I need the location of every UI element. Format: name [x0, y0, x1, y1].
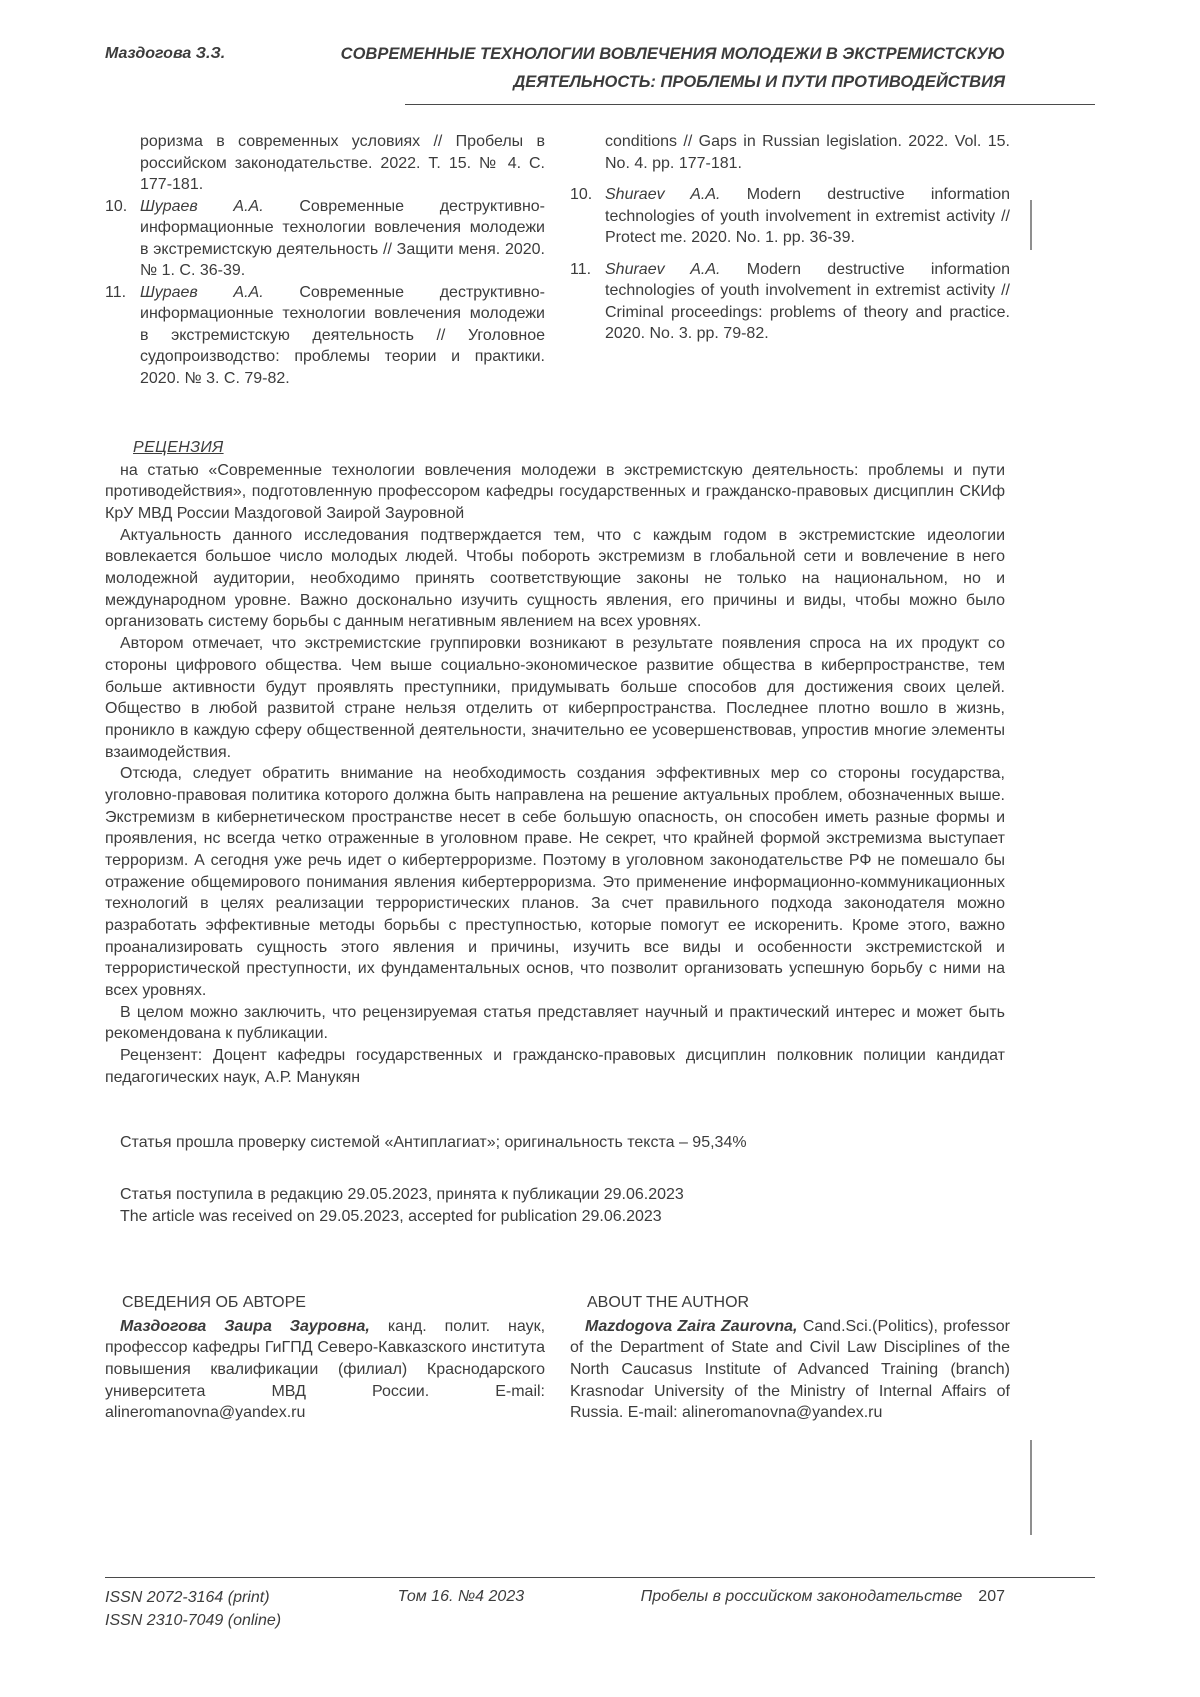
reference-item: [105, 131, 545, 196]
reference-author: Шураев А.А.: [140, 197, 264, 215]
review-paragraph: Актуальность данного исследования подтверждается тем, что с каждым годом в экстремистские идеологии вовлекается большое число молодых людей. Чтобы побороть экстремизм в глобальной сети и вовлечение в него молодежной аудитории, необходимо принять соответствующие законы не только на национальном, но и международном уровне. Важно досконально изучить сущность явления, его причины и виды, чтобы можно было организовать систему борьбы с данным негативным явлением на всех уровнях.: [105, 526, 1005, 631]
reference-text: Современные деструктивно-информационные технологии вовлечения молодежи в экстремистскую деятельность // Уголовное судопроизводство: проблемы теории и практики. 2020. № 3. С. 79-82.: [140, 283, 546, 387]
header-rule: [405, 104, 1095, 105]
reference-text: Modern destructive information technologies of youth involvement in extremist activity // Criminal proceedings: problems of theory and practice. 2020. No. 3. pp. 79-82.: [605, 260, 1010, 343]
page-number: 207: [978, 1588, 1005, 1605]
reference-text: conditions // Gaps in Russian legislation. 2022. Vol. 15. No. 4. pp. 177-181.: [605, 133, 1010, 172]
running-head-author: Маздогова З.З.: [105, 45, 226, 62]
about-author-ru-column: [105, 1292, 545, 1424]
reference-number: 11.: [570, 260, 592, 278]
footer-right-group: [641, 1586, 1005, 1608]
running-head-title-line-1: СОВРЕМЕННЫЕ ТЕХНОЛОГИИ ВОВЛЕЧЕНИЯ МОЛОДЕЖИ В ЭКСТРЕМИСТСКУЮ: [340, 45, 1005, 63]
received-date-en: The article was received on 29.05.2023, accepted for publication 29.06.2023: [120, 1207, 662, 1225]
reference-number: 11.: [105, 283, 127, 301]
references-left-column: [105, 131, 545, 389]
references-section: [105, 131, 1010, 389]
about-author-en-column: [570, 1292, 1010, 1424]
review-paragraph: на статью «Современные технологии вовлечения молодежи в экстремистскую деятельность: проблемы и пути противодействия», подготовленную профессором кафедры государственных и гражданско-правовых дисциплин СКИф КрУ МВД России Маздоговой Заирой Зауровной: [105, 461, 1005, 523]
author-name-ru: Маздогова Заира Зауровна,: [120, 1317, 370, 1335]
running-head-title-line-2: ДЕЯТЕЛЬНОСТЬ: ПРОБЛЕМЫ И ПУТИ ПРОТИВОДЕЙСТВИЯ: [513, 73, 1005, 91]
author-bio-ru: канд. полит. наук, профессор кафедры ГиГПД Северо-Кавказского института повышения квалификации (филиал) Краснодарского университета МВД России. E-mail: alineromanovna@yandex.ru: [105, 1317, 546, 1422]
page-footer: [105, 1577, 1095, 1632]
reference-item: [570, 184, 1010, 249]
review-paragraph: В целом можно заключить, что рецензируемая статья представляет научный и практический интерес и может быть рекомендована к публикации.: [105, 1003, 1005, 1043]
reference-author: Shuraev A.A.: [605, 186, 721, 204]
running-head-title: [225, 40, 1095, 96]
issn-online: ISSN 2310-7049 (online): [105, 1612, 282, 1630]
reference-item: [570, 259, 1010, 345]
right-margin-rule-top: [1030, 200, 1032, 250]
about-author-section: [105, 1292, 1010, 1424]
reference-item: [105, 282, 545, 390]
author-bio-en: Cand.Sci.(Politics), professor of the Department of State and Civil Law Disciplines of the North Caucasus Institute of Advanced Training (branch) Krasnodar University of the Ministry of Internal Affairs of Russia. E-mail: alineromanovna@yandex.ru: [570, 1317, 1010, 1422]
volume-issue: Том 16. №4 2023: [397, 1588, 525, 1605]
received-dates: [105, 1184, 1005, 1228]
author-name-en: Mazdogova Zaira Zaurovna,: [585, 1317, 798, 1335]
page-header: [105, 40, 1095, 96]
about-author-ru-heading: СВЕДЕНИЯ ОБ АВТОРЕ: [122, 1294, 306, 1312]
about-author-ru-text: [105, 1316, 545, 1424]
reference-number: 10.: [570, 186, 593, 204]
about-author-en-text: [570, 1316, 1010, 1424]
received-date-ru: Статья поступила в редакцию 29.05.2023, принята к публикации 29.06.2023: [120, 1185, 684, 1203]
footer-row: [105, 1586, 1005, 1632]
reviewer-line: Рецензент: Доцент кафедры государственных и гражданско-правовых дисциплин полковник полиции кандидат педагогических наук, А.Р. Манукян: [105, 1046, 1005, 1086]
issn-print: ISSN 2072-3164 (print): [105, 1589, 270, 1606]
review-section: [105, 437, 1005, 1088]
references-right-column: [570, 131, 1010, 389]
journal-title: Пробелы в российском законодательстве: [640, 1588, 963, 1605]
right-margin-rule-bottom: [1030, 1440, 1032, 1535]
reference-text: Современные деструктивно-информационные технологии вовлечения молодежи в экстремистскую деятельность // Защити меня. 2020. № 1. С. 36-39.: [140, 197, 546, 280]
review-paragraph: Автором отмечает, что экстремистские группировки возникают в результате появления спроса на их продукт со стороны цифрового общества. Чем выше социально-экономическое развитие общества в киберпространстве, тем больше активности будут проявлять преступники, придумывать больше способов для достижения своих целей. Общество в любой развитой стране нельзя отделить от киберпространства. Последнее плотно вошло в жизнь, проникло в каждую сферу общественной деятельности, значительно ее усовершенствовав, упростив многие элементы взаимодействия.: [105, 635, 1005, 761]
reference-item: [105, 196, 545, 282]
reference-text: роризма в современных условиях // Пробелы в российском законодательстве. 2022. Т. 15. № 4. С. 177-181.: [140, 133, 545, 194]
review-paragraph: Отсюда, следует обратить внимание на необходимость создания эффективных мер со стороны государства, уголовно-правовая политика которого должна быть направлена на решение актуальных проблем, обозначенных выше. Экстремизм в кибернетическом пространстве несет в себе большую опасность, он способен иметь разные формы и проявления, нс всегда четко отраженные в уголовном праве. Не секрет, что крайней формой экстремизма выступает терроризм. А сегодня уже речь идет о кибертерроризме. Поэтому в уголовном законодательстве РФ не помешало бы отражение общемирового понимания явления кибертерроризма. Это применение информационно-коммуникационных технологий в целях реализации террористических планов. За счет правильного подхода законодателя можно разработать эффективные методы борьбы с преступностью, которые помогут ее искоренить. Кроме этого, важно проанализировать сущность этого явления и причины, изучить все виды и особенности экстремистской и террористической преступности, их фундаментальных основ, что позволит организовать успешную борьбу с ними на всех уровнях.: [105, 765, 1005, 999]
reference-number: 10.: [105, 197, 128, 215]
reference-author: Шураев А.А.: [140, 283, 264, 301]
reference-author: Shuraev A.A.: [605, 260, 721, 278]
review-heading: РЕЦЕНЗИЯ: [133, 439, 224, 457]
about-author-en-heading: ABOUT THE AUTHOR: [587, 1294, 750, 1312]
reference-text: Modern destructive information technologies of youth involvement in extremist activity // Protect me. 2020. No. 1. pp. 36-39.: [605, 186, 1010, 247]
issn-block: [105, 1586, 281, 1632]
plagiarism-check-note: Статья прошла проверку системой «Антиплагиат»; оригинальность текста – 95,34%: [120, 1134, 747, 1152]
reference-item: [570, 131, 1010, 174]
